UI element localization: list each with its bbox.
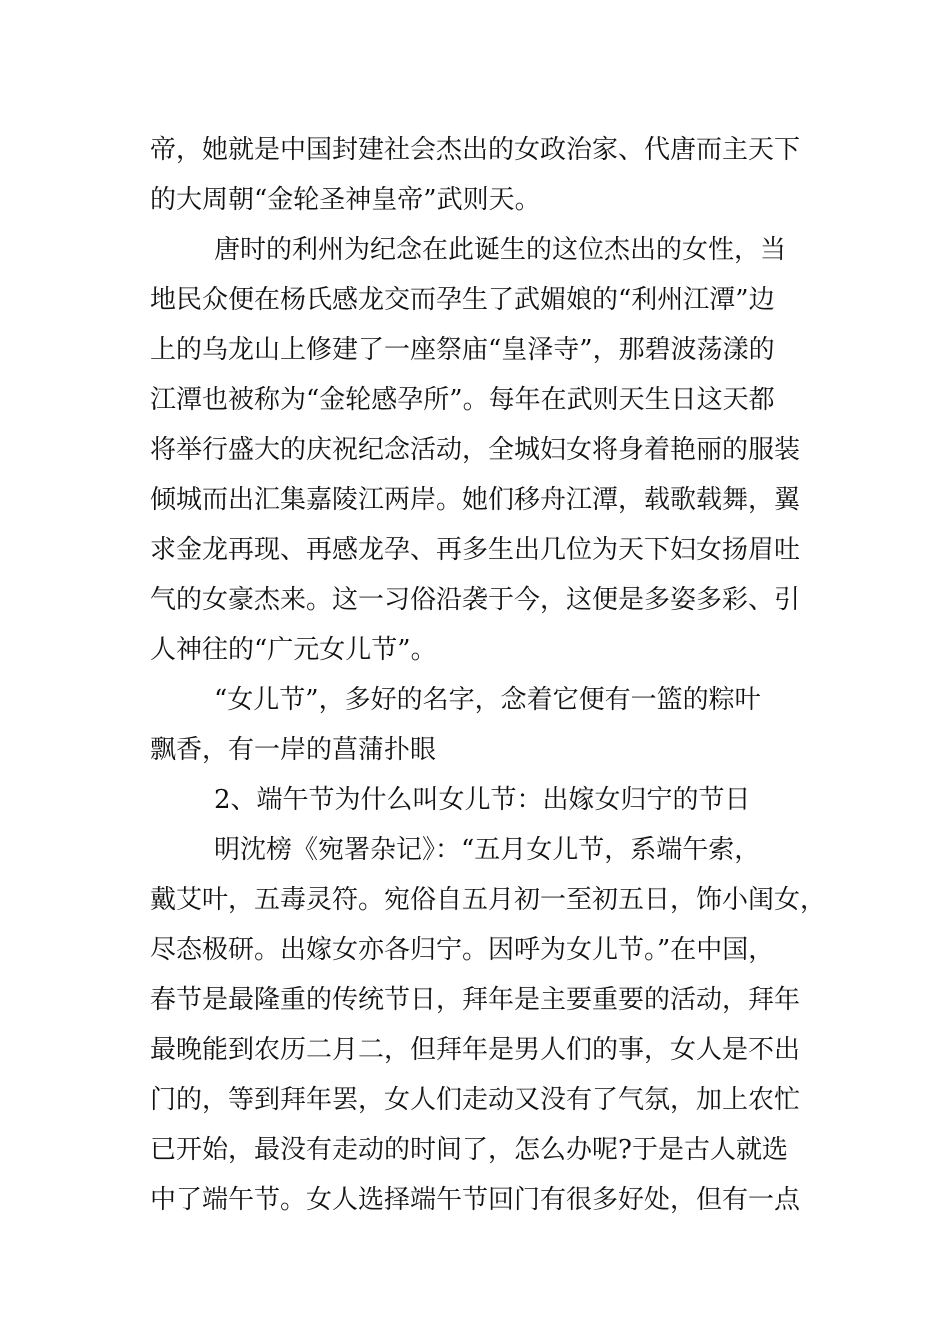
text-line: 尽态极研。出嫁女亦各归宁。因呼为女儿节。”在中国， bbox=[150, 935, 775, 965]
paragraph-start-line: “女儿节”，多好的名字，念着它便有一篮的粽叶 bbox=[214, 685, 761, 715]
text-line: 上的乌龙山上修建了一座祭庙“皇泽寺”，那碧波荡漾的 bbox=[150, 335, 775, 365]
text-line: 的大周朝“金轮圣神皇帝”武则天。 bbox=[150, 185, 541, 215]
text-line: 帝，她就是中国封建社会杰出的女政治家、代唐而主天下 bbox=[150, 135, 801, 165]
paragraph-start-line: 明沈榜《宛署杂记》：“五月女儿节，系端午索， bbox=[214, 835, 761, 865]
text-line: 气的女豪杰来。这一习俗沿袭于今，这便是多姿多彩、引 bbox=[150, 585, 801, 615]
paragraph-start-line: 唐时的利州为纪念在此诞生的这位杰出的女性，当 bbox=[214, 235, 787, 265]
text-line: 求金龙再现、再感龙孕、再多生出几位为天下妇女扬眉吐 bbox=[150, 535, 801, 565]
text-line: 已开始，最没有走动的时间了，怎么办呢?于是古人就选 bbox=[150, 1135, 788, 1165]
text-line: 将举行盛大的庆祝纪念活动，全城妇女将身着艳丽的服装 bbox=[150, 435, 801, 465]
text-line: 地民众便在杨氏感龙交而孕生了武媚娘的“利州江潭”边 bbox=[150, 285, 775, 315]
text-line: 飘香，有一岸的菖蒲扑眼 bbox=[150, 735, 437, 765]
text-line: 最晚能到农历二月二，但拜年是男人们的事，女人是不出 bbox=[150, 1035, 801, 1065]
text-line: 倾城而出汇集嘉陵江两岸。她们移舟江潭，载歌载舞，翼 bbox=[150, 485, 801, 515]
text-line: 春节是最隆重的传统节日，拜年是主要重要的活动，拜年 bbox=[150, 985, 801, 1015]
text-line: 人神往的“广元女儿节”。 bbox=[150, 635, 437, 665]
text-line: 中了端午节。女人选择端午节回门有很多好处，但有一点 bbox=[150, 1185, 801, 1215]
section-heading: 2、端午节为什么叫女儿节：出嫁女归宁的节日 bbox=[214, 785, 751, 815]
text-line: 门的，等到拜年罢，女人们走动又没有了气氛，加上农忙 bbox=[150, 1085, 801, 1115]
text-line: 江潭也被称为“金轮感孕所”。每年在武则天生日这天都 bbox=[150, 385, 775, 415]
text-line: 戴艾叶，五毒灵符。宛俗自五月初一至初五日，饰小闺女， bbox=[150, 885, 827, 915]
